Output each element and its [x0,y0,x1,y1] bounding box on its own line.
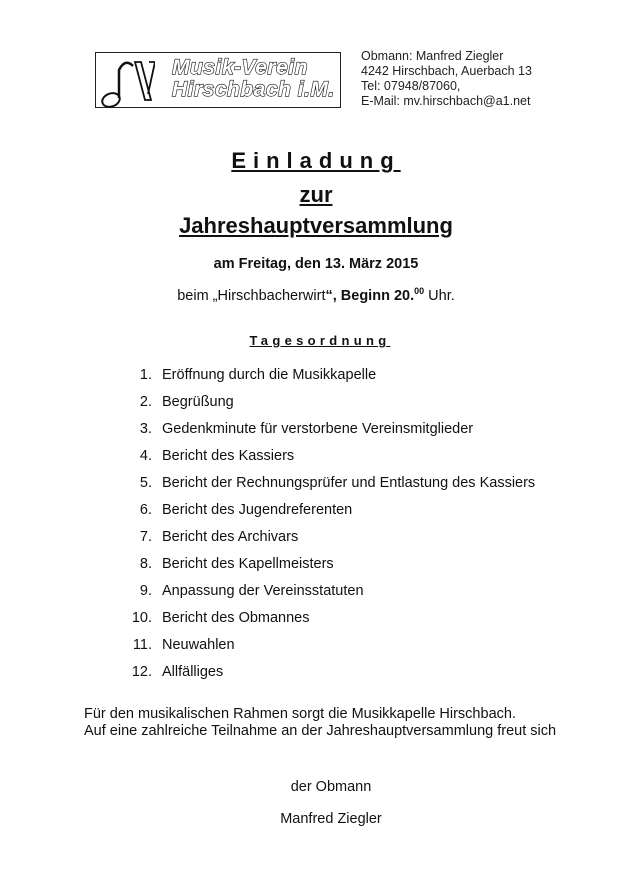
contact-chairman: Obmann: Manfred Ziegler [361,49,504,63]
agenda-item-number: 7. [139,529,152,545]
agenda-item-number: 10. [131,610,152,626]
agenda-item-text: Bericht des Kassiers [162,448,295,464]
place-quote: “ [325,287,333,304]
music-note-icon [99,56,155,112]
agenda-item-text: Bericht des Jugendreferenten [162,502,353,518]
signature-name: Manfred Ziegler [280,811,382,827]
event-place [0,286,632,304]
begin-time: 20. [393,287,415,304]
agenda-item-text: Bericht des Kapellmeisters [162,556,334,572]
agenda-item-text: Bericht des Obmannes [162,610,310,626]
agenda-item [120,662,535,689]
agenda-item-number: 5. [139,475,152,491]
title-jahreshauptversammlung: Jahreshauptversammlung [179,213,453,238]
agenda-item-text: Eröffnung durch die Musikkapelle [162,367,377,383]
agenda-item-number: 12. [131,664,152,680]
agenda-item-text: Begrüßung [162,394,234,410]
agenda-item-number: 8. [139,556,152,572]
agenda-item-text: Neuwahlen [162,637,235,653]
signature-role: der Obmann [290,779,372,795]
agenda-item-number: 11. [132,637,152,653]
agenda-item [120,527,535,554]
closing-line-2: Auf eine zahlreiche Teilnahme an der Jahreshauptversammlung freut sich [84,723,557,739]
contact-email: E-Mail: mv.hirschbach@a1.net [361,94,531,108]
agenda-item [120,473,535,500]
begin-time-minutes: 00 [414,286,425,296]
closing-paragraph [84,706,584,740]
logo-line-2: Hirschbach i.M. [172,78,335,101]
title-einladung: Einladung [231,148,401,173]
agenda-item-text: Bericht des Archivars [162,529,299,545]
agenda-item-number: 3. [139,421,152,437]
agenda-item-text: Gedenkminute für verstorbene Vereinsmitglieder [162,421,474,437]
agenda-item-number: 6. [139,502,152,518]
club-logo [95,52,341,108]
agenda-item [120,581,535,608]
title-zur: zur [299,182,333,207]
agenda-heading: Tagesordnung [249,333,391,348]
logo-line-1: Musik-Verein [172,56,308,79]
agenda-item-number: 9. [139,583,152,599]
agenda-item [120,419,535,446]
agenda-item [120,554,535,581]
agenda-item-text: Bericht der Rechnungsprüfer und Entlastung des Kassiers [162,475,536,491]
agenda-list [120,365,535,689]
agenda-item [120,500,535,527]
contact-phone: Tel: 07948/87060, [361,79,461,93]
agenda-item [120,365,535,392]
place-prefix: beim „Hirschbacherwirt [177,287,326,304]
agenda-item-number: 4. [139,448,152,464]
contact-address: 4242 Hirschbach, Auerbach 13 [361,64,532,78]
closing-line-1: Für den musikalischen Rahmen sorgt die Musikkapelle Hirschbach. [84,706,516,722]
agenda-item [120,446,535,473]
agenda-item-text: Allfälliges [162,664,224,680]
begin-suffix: Uhr. [424,287,455,304]
agenda-item-number: 1. [139,367,152,383]
agenda-item [120,635,535,662]
event-date: am Freitag, den 13. März 2015 [213,256,419,272]
contact-block [361,49,532,109]
club-logo-text [172,57,335,101]
agenda-item [120,392,535,419]
agenda-item [120,608,535,635]
agenda-item-text: Anpassung der Vereinsstatuten [162,583,364,599]
agenda-item-number: 2. [139,394,152,410]
begin-label: , Beginn [332,287,394,304]
